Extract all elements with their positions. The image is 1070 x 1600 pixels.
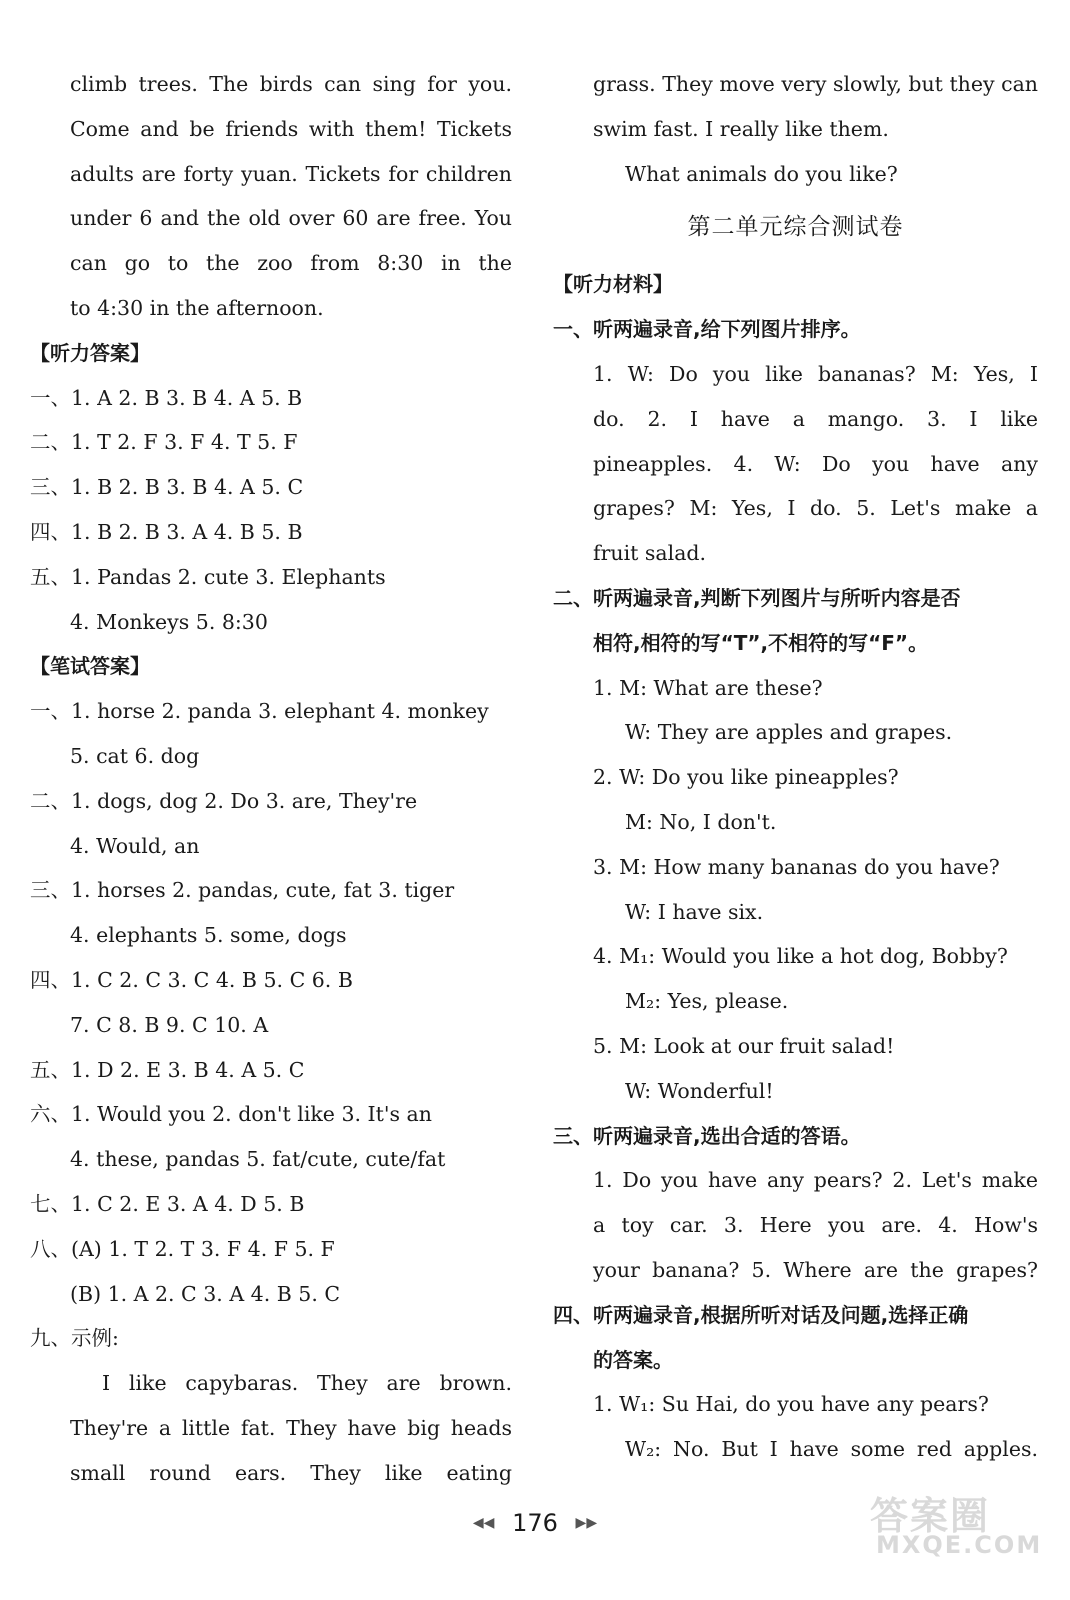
text-line: under 6 and the old over 60 are free. You	[70, 206, 512, 231]
text-line: 4. Monkeys 5. 8:30	[70, 609, 268, 634]
text-line: 7. C 8. B 9. C 10. A	[70, 1012, 269, 1037]
prev-arrows-icon: ◀◀	[472, 1515, 495, 1531]
text-line: 二、听两遍录音,判断下列图片与所听内容是否	[553, 585, 961, 610]
listening-material	[553, 262, 1038, 1472]
text-line: 4. elephants 5. some, dogs	[70, 923, 347, 948]
text-line: small round ears. They like eating	[70, 1460, 512, 1485]
text-line: 四、1. C 2. C 3. C 4. B 5. C 6. B	[30, 967, 353, 992]
text-line: 九、示例:	[30, 1326, 119, 1351]
text-line: What animals do you like?	[625, 161, 898, 186]
text-line: can go to the zoo from 8:30 in the	[70, 251, 512, 276]
text-line: 1. W: Do you like bananas? M: Yes, I	[593, 361, 1038, 386]
page-number: 176	[512, 1509, 558, 1537]
text-line: They're a little fat. They have big heads	[70, 1415, 512, 1440]
next-arrows-icon: ▶▶	[575, 1515, 598, 1531]
text-line: 五、1. Pandas 2. cute 3. Elephants	[30, 564, 386, 589]
right-top-text	[553, 62, 1038, 196]
text-line: 四、1. B 2. B 3. A 4. B 5. B	[30, 519, 303, 544]
text-line: 五、1. D 2. E 3. B 4. A 5. C	[30, 1057, 305, 1082]
text-line: 【听力材料】	[553, 272, 673, 297]
text-line: 二、1. T 2. F 3. F 4. T 5. F	[30, 430, 298, 455]
text-line: swim fast. I really like them.	[593, 116, 889, 141]
text-line: 三、1. B 2. B 3. B 4. A 5. C	[30, 475, 304, 500]
text-line: 的答案。	[593, 1347, 673, 1372]
text-line: 三、1. horses 2. pandas, cute, fat 3. tiger	[30, 878, 455, 903]
watermark	[850, 1485, 1060, 1560]
text-line: 一、1. A 2. B 3. B 4. A 5. B	[30, 385, 303, 410]
text-line: grapes? M: Yes, I do. 5. Let's make a	[593, 496, 1038, 521]
text-line: 六、1. Would you 2. don't like 3. It's an	[30, 1102, 432, 1127]
text-line: adults are forty yuan. Tickets for children	[70, 161, 512, 186]
text-line: fruit salad.	[593, 541, 707, 566]
text-line: to 4:30 in the afternoon.	[70, 295, 324, 320]
text-line: your banana? 5. Where are the grapes?	[593, 1257, 1038, 1282]
text-line: climb trees. The birds can sing for you.	[70, 72, 512, 96]
text-line: (B) 1. A 2. C 3. A 4. B 5. C	[70, 1281, 341, 1306]
text-line: 二、1. dogs, dog 2. Do 3. are, They're	[30, 788, 418, 813]
text-line: grass. They move very slowly, but they can	[593, 72, 1038, 96]
text-line: 一、听两遍录音,给下列图片排序。	[553, 317, 861, 342]
watermark-logo: 答案圈	[870, 1494, 991, 1538]
text-line: 七、1. C 2. E 3. A 4. D 5. B	[30, 1191, 305, 1216]
right-column	[553, 62, 1038, 1472]
text-line: 【听力答案】	[30, 340, 150, 365]
watermark-url: MXQE.COM	[876, 1531, 1043, 1559]
text-line: 三、听两遍录音,选出合适的答语。	[553, 1123, 861, 1148]
text-line: 八、(A) 1. T 2. T 3. F 4. F 5. F	[30, 1236, 335, 1261]
text-line: 一、1. horse 2. panda 3. elephant 4. monkey	[30, 699, 489, 724]
text-line: pineapples. 4. W: Do you have any	[593, 451, 1038, 476]
text-line: I like capybaras. They are brown.	[102, 1371, 512, 1396]
text-line: W: I have six.	[625, 899, 764, 924]
section-title: 第二单元综合测试卷	[687, 214, 904, 241]
text-line: 相符,相符的写“T”,不相符的写“F”。	[593, 630, 929, 655]
text-line: a toy car. 3. Here you are. 4. How's	[593, 1213, 1038, 1238]
text-line: 2. W: Do you like pineapples?	[593, 765, 899, 790]
text-line: 1. Do you have any pears? 2. Let's make	[593, 1168, 1038, 1193]
text-line: W: Wonderful!	[625, 1078, 774, 1103]
text-line: 5. M: Look at our fruit salad!	[593, 1033, 895, 1058]
text-line: 3. M: How many bananas do you have?	[593, 854, 1000, 879]
left-column	[30, 62, 512, 1496]
text-line: Come and be friends with them! Tickets	[70, 116, 512, 141]
text-line: M₂: Yes, please.	[625, 989, 789, 1014]
text-line: M: No, I don't.	[625, 809, 777, 834]
text-line: 4. M₁: Would you like a hot dog, Bobby?	[593, 944, 1008, 969]
text-line: 【笔试答案】	[30, 654, 150, 679]
text-line: do. 2. I have a mango. 3. I like	[593, 406, 1038, 431]
text-line: W₂: No. But I have some red apples.	[625, 1437, 1038, 1462]
text-line: 5. cat 6. dog	[70, 743, 200, 768]
text-line: 1. W₁: Su Hai, do you have any pears?	[593, 1392, 989, 1417]
text-line: 四、听两遍录音,根据所听对话及问题,选择正确	[553, 1302, 969, 1327]
text-line: 4. these, pandas 5. fat/cute, cute/fat	[70, 1147, 446, 1172]
text-line: 1. M: What are these?	[593, 675, 823, 700]
text-line: 4. Would, an	[70, 833, 200, 858]
text-line: W: They are apples and grapes.	[625, 720, 953, 745]
